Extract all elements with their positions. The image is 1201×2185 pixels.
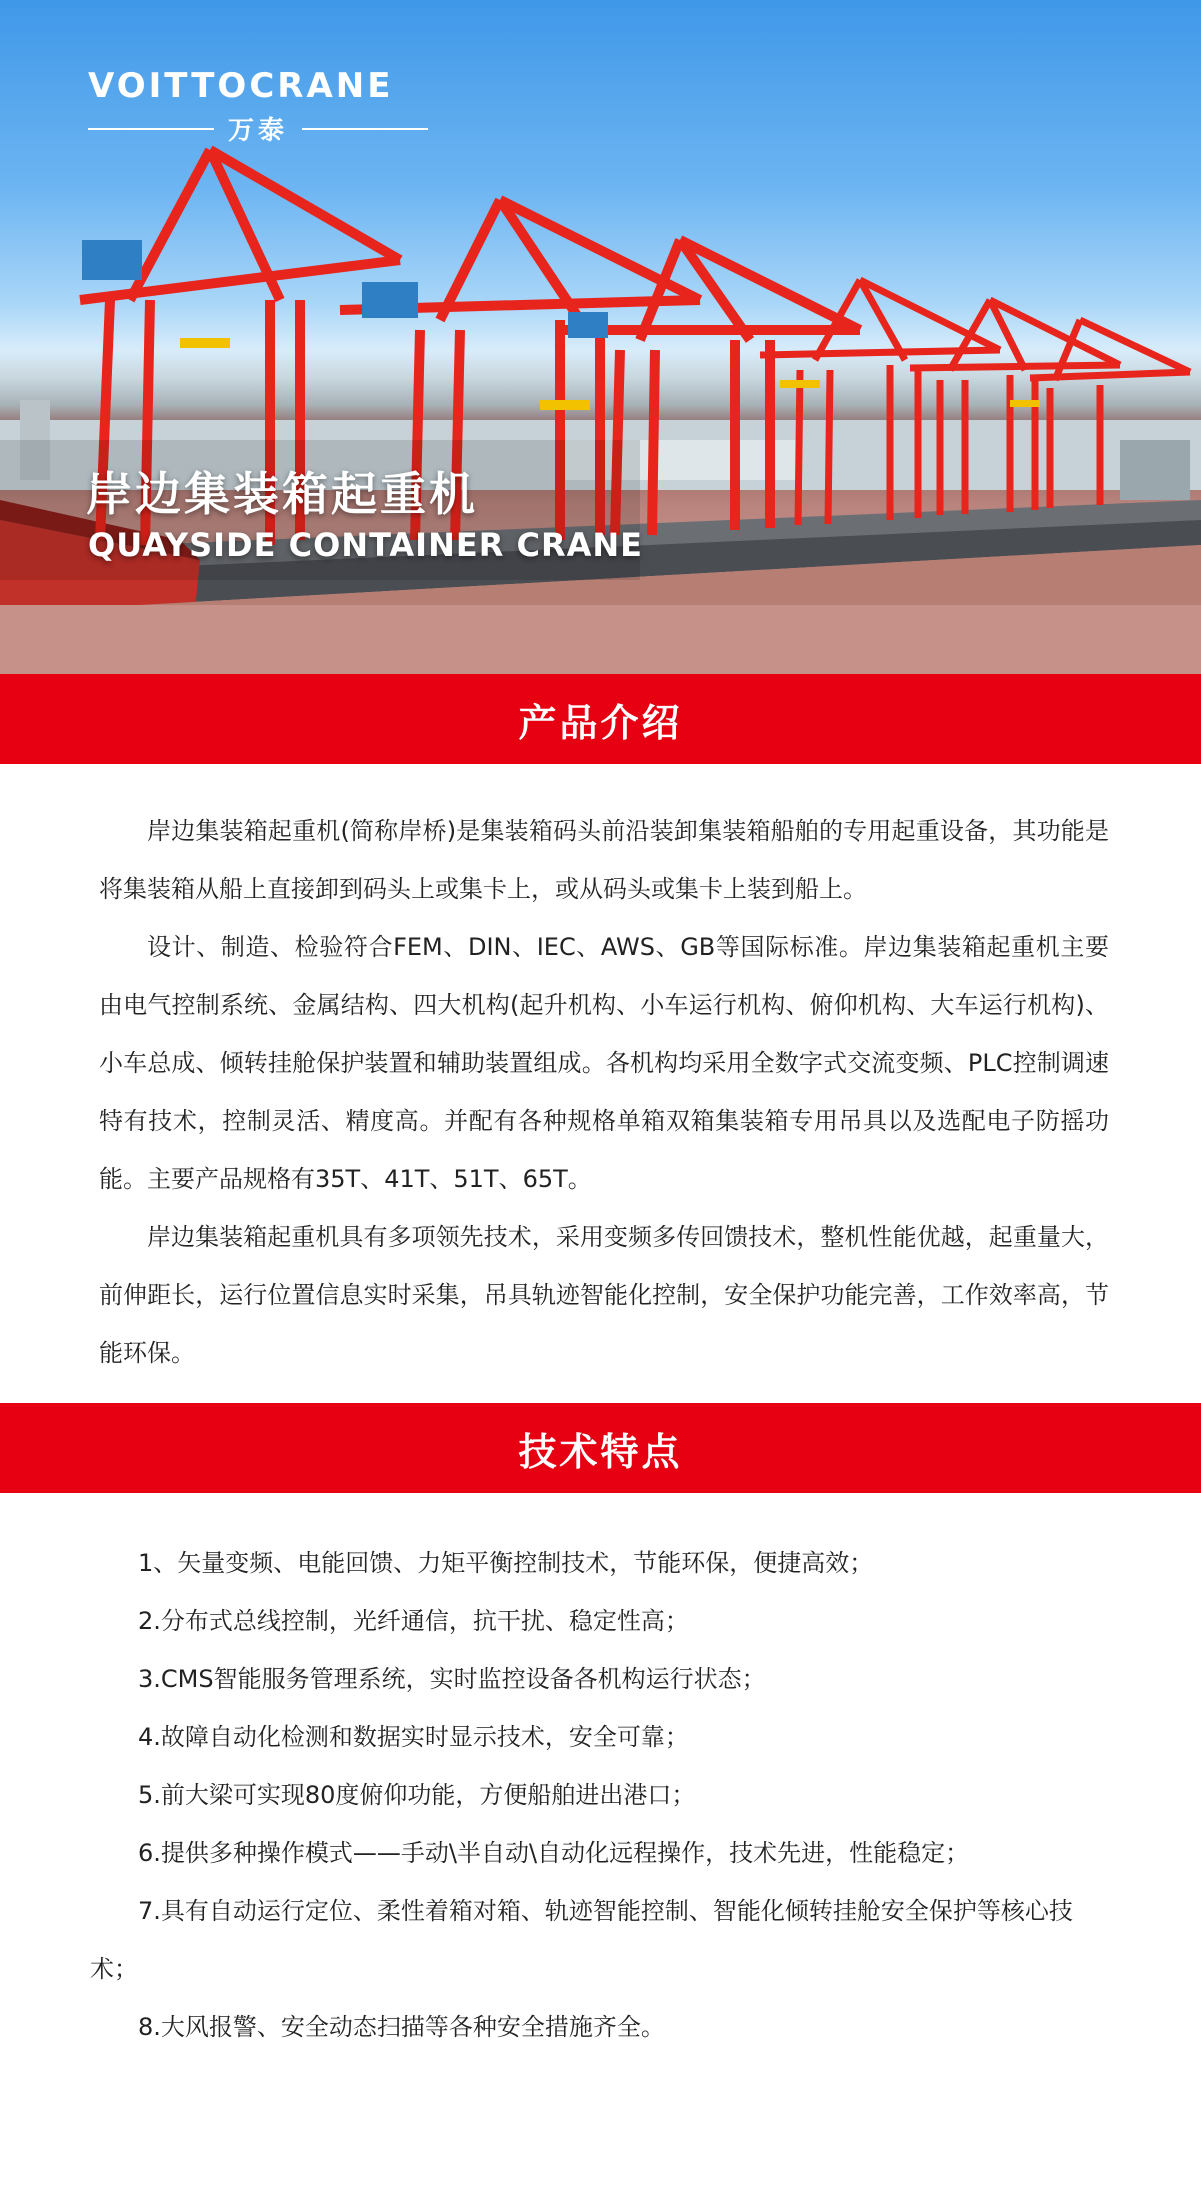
logo-subline xyxy=(88,110,428,147)
brand-logo xyxy=(88,66,428,147)
feature-item: 7.具有自动运行定位、柔性着箱对箱、轨迹智能控制、智能化倾转挂舱安全保护等核心技术； xyxy=(90,1897,1073,1983)
hero-title-chinese: 岸边集装箱起重机 xyxy=(86,467,478,521)
logo-wordmark: VOITTOCRANE xyxy=(88,66,394,106)
section-header-tech-features xyxy=(0,1403,1201,1493)
intro-paragraph-3: 岸边集装箱起重机具有多项领先技术，采用变频多传回馈技术，整机性能优越，起重量大，前伸距长，运行位置信息实时采集，吊具轨迹智能化控制，安全保护功能完善，工作效率高，节能环保。 xyxy=(99,1223,1109,1367)
feature-item: 6.提供多种操作模式——手动\半自动\自动化远程操作，技术先进，性能稳定； xyxy=(138,1839,970,1867)
logo-divider-right xyxy=(302,128,428,130)
feature-item: 8.大风报警、安全动态扫描等各种安全措施齐全。 xyxy=(138,2013,665,2041)
logo-divider-left xyxy=(88,128,214,130)
hero-title-english: QUAYSIDE CONTAINER CRANE xyxy=(88,526,644,564)
intro-paragraph-2: 设计、制造、检验符合FEM、DIN、IEC、AWS、GB等国际标准。岸边集装箱起重机主要由电气控制系统、金属结构、四大机构(起升机构、小车运行机构、俯仰机构、大车运行机构)、小车总成、倾转挂舱保护装置和辅助装置组成。各机构均采用全数字式交流变频、PLC控制调速特有技术，控制灵活、精度高。并配有各种规格单箱双箱集装箱专用吊具以及选配电子防摇功能。主要产品规格有35T、41T、51T、65T。 xyxy=(99,933,1109,1193)
feature-item: 5.前大梁可实现80度俯仰功能，方便船舶进出港口； xyxy=(138,1781,696,1809)
feature-item: 2.分布式总线控制，光纤通信，抗干扰、稳定性高； xyxy=(138,1607,689,1635)
intro-paragraph-1: 岸边集装箱起重机(简称岸桥)是集装箱码头前沿装卸集装箱船舶的专用起重设备，其功能是将集装箱从船上直接卸到码头上或集卡上，或从码头或集卡上装到船上。 xyxy=(99,817,1109,903)
feature-item: 4.故障自动化检测和数据实时显示技术，安全可靠； xyxy=(138,1723,689,1751)
section-header-product-intro xyxy=(0,674,1201,764)
product-intro-text xyxy=(99,802,1109,1382)
feature-item: 1、矢量变频、电能回馈、力矩平衡控制技术，节能环保，便捷高效； xyxy=(138,1549,874,1577)
logo-chinese-name: 万泰 xyxy=(228,116,289,146)
feature-item: 3.CMS智能服务管理系统，实时监控设备各机构运行状态； xyxy=(138,1665,766,1693)
section-title-product-intro: 产品介绍 xyxy=(518,700,683,745)
section-title-tech-features: 技术特点 xyxy=(518,1429,683,1474)
hero-banner xyxy=(0,0,1201,674)
tech-features-list xyxy=(90,1534,1110,2056)
